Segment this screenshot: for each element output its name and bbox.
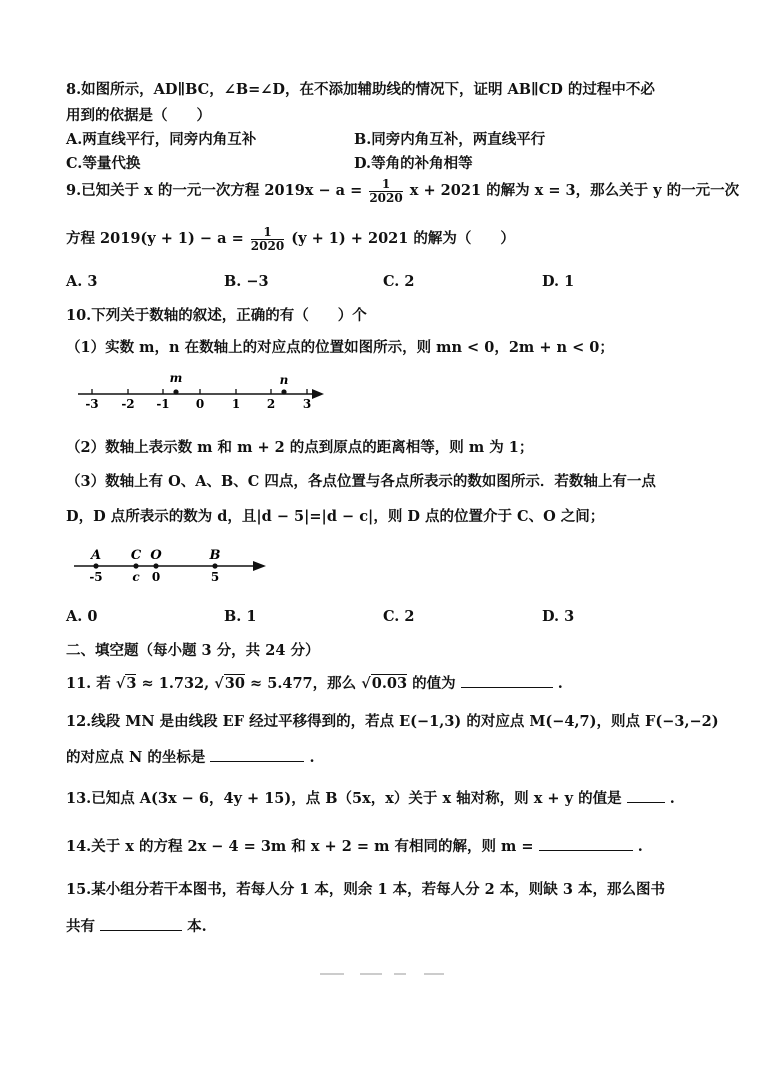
q10-point-a: [93, 563, 98, 568]
page-footer-marks: [320, 971, 450, 977]
q9-option-a: A. 3: [66, 273, 98, 290]
q8-line1: 8.如图所示，AD∥BC，∠B=∠D，在不添加辅助线的情况下，证明 AB∥CD 的过程中不必: [66, 81, 655, 98]
q15-line1: 15.某小组分若干本图书，若每人分 1 本，则余 1 本，若每人分 2 本，则缺 3 本，那么图书: [66, 881, 665, 898]
q8-option-d: D.等角的补角相等: [354, 155, 473, 172]
q10-axis2-value-b: 5: [210, 570, 220, 584]
q10-statement-3b: D，D 点所表示的数为 d，且|d − 5|=|d − c|，则 D 点的位置介于 C、O 之间；: [66, 508, 605, 525]
q11-line: [66, 672, 563, 693]
q10-point-m-label: m: [169, 371, 183, 385]
section-heading: 二、填空题（每小题 3 分，共 24 分）: [66, 642, 320, 659]
q9-fraction-1-den: 2020: [369, 190, 403, 205]
q12-line2: [66, 746, 315, 767]
q13-line: [66, 787, 675, 808]
q15-line2: [66, 915, 207, 936]
q10-point-c: [133, 563, 138, 568]
q10-axis1-tick-label: -2: [121, 397, 135, 411]
q10-stem: 10.下列关于数轴的叙述，正确的有（ ）个: [66, 307, 367, 324]
q10-point-o: [153, 563, 158, 568]
q14-end: .: [637, 838, 643, 855]
q10-axis1-tick-label: 1: [231, 397, 241, 411]
q10-statement-2: （2）数轴上表示数 m 和 m + 2 的点到原点的距离相等，则 m 为 1；: [66, 439, 534, 456]
q10-axis2-value-c: c: [132, 570, 140, 584]
q9-fraction-2-num: 1: [251, 226, 284, 240]
q12-answer-blank[interactable]: [210, 747, 304, 763]
q10-point-m: [173, 389, 178, 394]
q10-point-n: [281, 389, 286, 394]
q8-line2: 用到的依据是（ ）: [66, 107, 211, 124]
q9-fraction-2: [251, 226, 284, 252]
q10-axis2-label-b: B: [209, 548, 221, 563]
q15-answer-blank[interactable]: [100, 916, 182, 932]
q11-post: 的值为: [412, 675, 456, 692]
q14-line: [66, 835, 643, 856]
q9-fraction-1: [369, 178, 402, 204]
q15-line2-post: 本.: [187, 918, 207, 935]
q11-radicand-2: 30: [224, 675, 245, 692]
q11-radicand-1: 3: [126, 675, 137, 692]
q8-option-a: A.两直线平行，同旁内角互补: [66, 131, 257, 148]
sqrt-icon: √: [214, 675, 224, 692]
q14-answer-blank[interactable]: [539, 836, 633, 852]
q14-text: 14.关于 x 的方程 2x − 4 = 3m 和 x + 2 = m 有相同的解，则 m =: [66, 838, 534, 855]
q11-radicand-3: 0.03: [371, 675, 408, 692]
q10-axis2-label-a: A: [90, 548, 102, 563]
q10-number-line-2: [70, 544, 280, 586]
q9-option-c: C. 2: [383, 273, 415, 290]
q10-axis1-tick-label: 3: [302, 397, 312, 411]
sqrt-icon: √: [115, 675, 126, 692]
q10-axis2-value-o: 0: [151, 570, 161, 584]
q13-end: .: [669, 790, 675, 807]
q10-axis1-tick-label: -1: [156, 397, 170, 411]
q9-line2: [66, 226, 515, 252]
q10-option-d: D. 3: [542, 608, 575, 625]
q9-line1: [66, 178, 739, 204]
q11-pre: 11. 若: [66, 675, 111, 692]
q10-axis1-tick-label: 2: [266, 397, 276, 411]
q15-line2-pre: 共有: [66, 918, 95, 935]
q8-option-b: B.同旁内角互补，两直线平行: [354, 131, 546, 148]
q9-line2-pre: 方程 2019(y + 1) − a =: [66, 230, 244, 248]
q9-line1-pre: 9.已知关于 x 的一元一次方程 2019x − a =: [66, 182, 363, 200]
q10-number-line-1: [72, 370, 332, 412]
q10-axis2-label-c: C: [130, 548, 142, 563]
q9-fraction-1-num: 1: [369, 178, 402, 192]
q12-line1: 12.线段 MN 是由线段 EF 经过平移得到的，若点 E(−1,3) 的对应点 M(−4,7)，则点 F(−3,−2): [66, 713, 719, 730]
q12-end: .: [309, 749, 315, 766]
q10-axis1-tick-label: -3: [85, 397, 99, 411]
q13-text: 13.已知点 A(3x − 6，4y + 15)，点 B（5x，x）关于 x 轴对称，则 x + y 的值是: [66, 790, 622, 807]
q10-option-b: B. 1: [224, 608, 257, 625]
q10-statement-3a: （3）数轴上有 O、A、B、C 四点，各点位置与各点所表示的数如图所示．若数轴上有一点: [66, 473, 656, 490]
q10-point-n-label: n: [279, 373, 289, 387]
q9-line1-post: x + 2021 的解为 x = 3，那么关于 y 的一元一次: [409, 182, 740, 200]
q10-axis2-label-o: O: [150, 548, 162, 563]
q8-option-c: C.等量代换: [66, 155, 141, 172]
q10-statement-1: （1）实数 m，n 在数轴上的对应点的位置如图所示，则 mn < 0，2m + n < 0；: [66, 339, 614, 356]
sqrt-icon: √: [361, 675, 371, 692]
q11-answer-blank[interactable]: [461, 673, 553, 689]
q9-option-b: B. −3: [224, 273, 269, 290]
q11-mid2: ≈ 5.477，那么: [250, 675, 357, 692]
q13-answer-blank[interactable]: [627, 788, 665, 804]
q9-fraction-2-den: 2020: [250, 238, 285, 253]
q10-axis1-tick-label: 0: [195, 397, 205, 411]
q12-line2-text: 的对应点 N 的坐标是: [66, 749, 206, 766]
q11-end: .: [557, 675, 563, 692]
q11-mid1: ≈ 1.732,: [141, 675, 210, 692]
q9-option-d: D. 1: [542, 273, 575, 290]
q10-point-b: [212, 563, 217, 568]
q10-option-a: A. 0: [66, 608, 98, 625]
q10-axis2-value-a: -5: [89, 570, 103, 584]
q10-option-c: C. 2: [383, 608, 415, 625]
q9-line2-post: (y + 1) + 2021 的解为（ ）: [291, 230, 515, 248]
